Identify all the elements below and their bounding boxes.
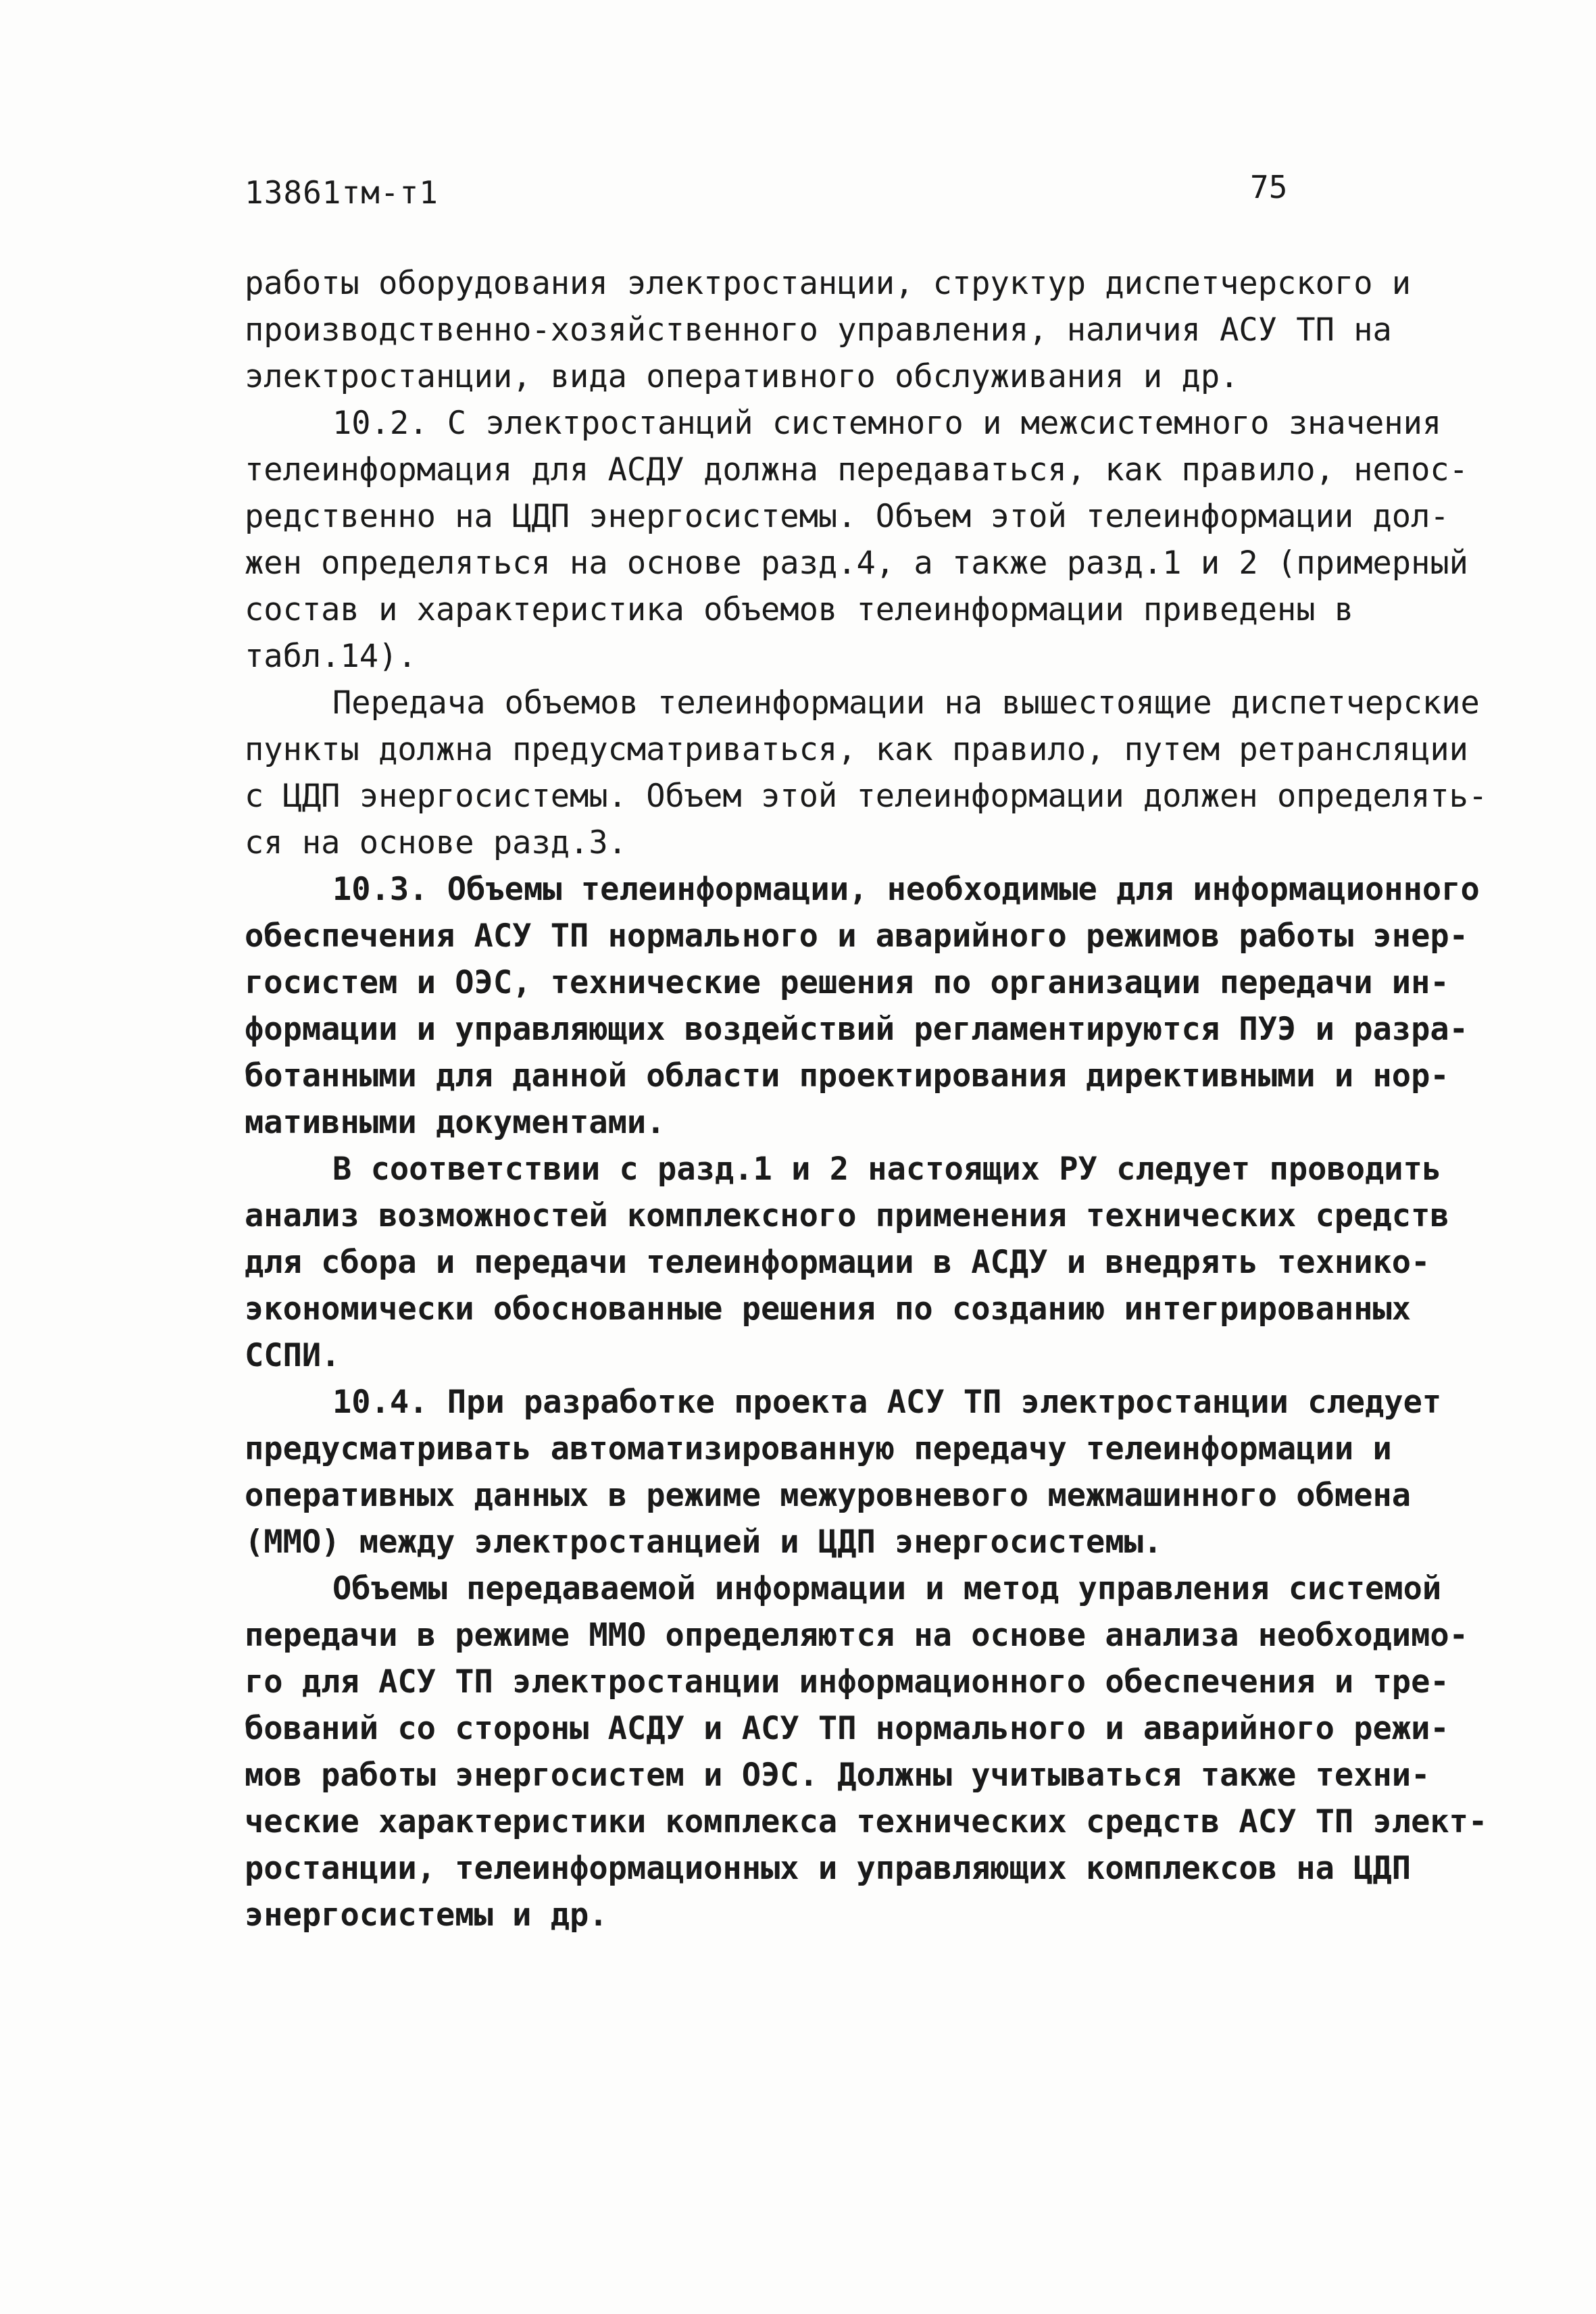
text-line: с ЦДП энергосистемы. Объем этой телеинформации должен определять- [245,778,1488,815]
text-line: ся на основе разд.3. [245,824,627,861]
paragraph-transmission [245,680,1488,866]
document-code: 13861тм-т1 [245,174,439,211]
text-line: ССПИ. [245,1337,341,1374]
text-line: предусматривать автоматизированную передачу телеинформации и [245,1430,1392,1467]
text-line: ботанными для данной области проектирования директивными и нор- [245,1057,1449,1095]
paragraph-continuation [245,260,1447,400]
text-line: бований со стороны АСДУ и АСУ ТП нормального и аварийного режи- [245,1710,1449,1747]
text-line: 10.2. С электростанций системного и межсистемного значения [332,405,1442,442]
text-line: работы оборудования электростанции, структур диспетчерского и [245,265,1412,302]
text-line: анализ возможностей комплексного применения технических средств [245,1197,1449,1234]
text-line: передачи в режиме ММО определяются на основе анализа необходимо- [245,1617,1468,1654]
text-line: пункты должна предусматриваться, как правило, путем ретрансляции [245,731,1468,768]
paragraph-compliance [245,1146,1447,1379]
text-line: 10.3. Объемы телеинформации, необходимые для информационного [332,871,1480,908]
text-line: мативными документами. [245,1104,666,1141]
text-line: Передача объемов телеинформации на вышестоящие диспетчерские [332,684,1480,722]
text-line: состав и характеристика объемов телеинформации приведены в [245,591,1354,628]
text-line: энергосистемы и др. [245,1896,608,1934]
document-body [245,260,1488,1938]
text-line: обеспечения АСУ ТП нормального и аварийного режимов работы энер- [245,917,1468,955]
text-line: (ММО) между электростанцией и ЦДП энергосистемы. [245,1524,1163,1561]
text-line: госистем и ОЭС, технические решения по организации передачи ин- [245,964,1449,1001]
text-line: Объемы передаваемой информации и метод управления системой [332,1570,1442,1607]
text-line: телеинформация для АСДУ должна передаваться, как правило, непос- [245,451,1468,488]
paragraph-10-2 [245,400,1468,680]
text-line: оперативных данных в режиме межуровневого межмашинного обмена [245,1477,1412,1514]
text-line: формации и управляющих воздействий регламентируются ПУЭ и разра- [245,1011,1468,1048]
paragraph-10-4 [245,1379,1447,1565]
text-line: 10.4. При разработке проекта АСУ ТП электростанции следует [332,1384,1442,1421]
text-line: производственно-хозяйственного управления, наличия АСУ ТП на [245,311,1392,349]
text-line: для сбора и передачи телеинформации в АСДУ и внедрять технико- [245,1244,1430,1281]
text-line: мов работы энергосистем и ОЭС. Должны учитываться также техни- [245,1757,1430,1794]
text-line: экономически обоснованные решения по созданию интегрированных [245,1290,1412,1328]
paragraph-10-3 [245,866,1480,1146]
text-line: табл.14). [245,638,417,675]
text-line: электростанции, вида оперативного обслуживания и др. [245,358,1239,395]
paragraph-mmo-volumes [245,1565,1488,1938]
text-line: ростанции, телеинформационных и управляющих комплексов на ЦДП [245,1850,1412,1887]
text-line: редственно на ЦДП энергосистемы. Объем этой телеинформации дол- [245,498,1449,535]
text-line: ческие характеристики комплекса технических средств АСУ ТП элект- [245,1803,1488,1840]
text-line: го для АСУ ТП электростанции информационного обеспечения и тре- [245,1663,1449,1701]
text-line: жен определяться на основе разд.4, а также разд.1 и 2 (примерный [245,545,1468,582]
text-line: В соответствии с разд.1 и 2 настоящих РУ следует проводить [332,1151,1442,1188]
page-number: 75 [1250,169,1288,205]
